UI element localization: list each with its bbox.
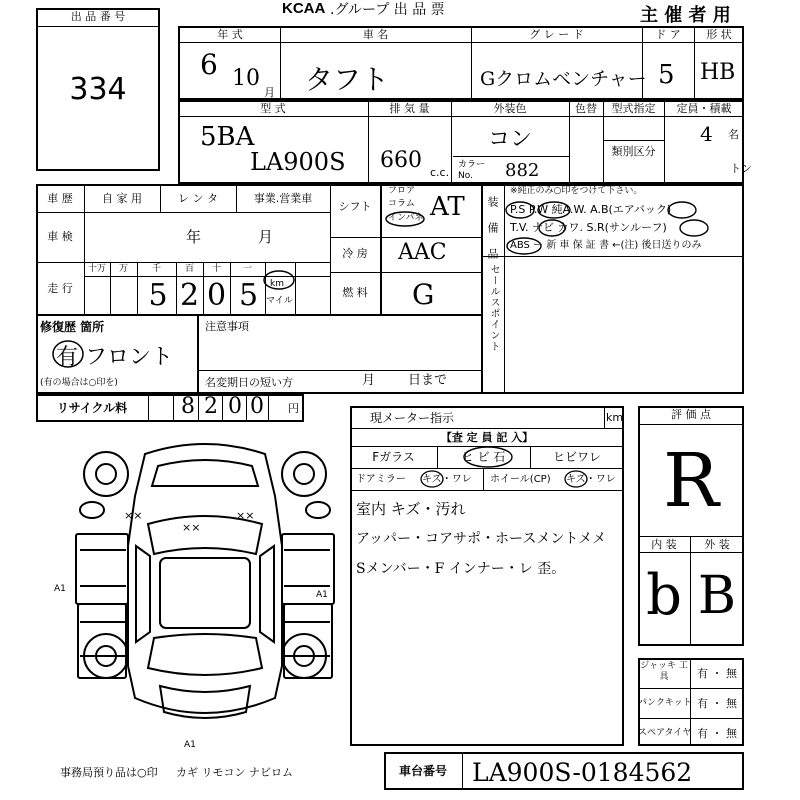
glass-circle-mark (462, 444, 516, 470)
shift-option-panel: インパネ (388, 213, 424, 223)
puncture-label: パンクキット (638, 698, 692, 708)
equipment-line-2: T.V. ナビ カワ. S.R(サンルーフ) (510, 221, 667, 234)
shift-option-column: コラム (388, 199, 415, 209)
spare-label: スペアタイヤ (638, 728, 692, 738)
mileage-label: 走 行 (47, 282, 73, 295)
divider (197, 370, 481, 371)
body-value: HB (700, 60, 736, 85)
mileage-digit: 2 (179, 278, 200, 313)
digit-unit-100k: 十万 (87, 264, 106, 274)
inspector-label: 【査 定 員 記 入】 (440, 431, 534, 444)
km-label: km (270, 279, 284, 289)
model-prefix-value: 5BA (200, 122, 255, 152)
displacement-value: 660 (380, 148, 422, 173)
digit-unit-10: 十 (211, 264, 221, 274)
equipment-note: ※純正のみ○印をつけて下さい。 (510, 186, 643, 196)
recycle-label: リサイクル料 (56, 401, 128, 415)
repair-note: (有の場合は○印を) (40, 378, 118, 388)
model-code-value: LA900S (250, 148, 346, 176)
fuel-label: 燃 料 (342, 286, 368, 299)
divider (453, 156, 569, 157)
grade-label: グ レ ー ド (529, 28, 584, 41)
shaken-year-unit: 年 (186, 228, 202, 246)
mile-label: マイル (266, 296, 293, 306)
jack-value: 有 ・ 無 (697, 667, 737, 680)
exterior-color-label: 外装色 (493, 102, 527, 115)
repair-value: 有 フロント (56, 345, 173, 370)
divider (638, 552, 744, 553)
divider (222, 394, 223, 422)
model-designation-label: 型式指定 (611, 102, 656, 115)
mileage-digit: 5 (148, 278, 168, 313)
divider (36, 314, 481, 316)
inspector-note-1: 室内 キズ・汚れ (356, 500, 466, 518)
divider (173, 394, 174, 422)
exterior-label: 外 装 (704, 538, 730, 551)
inspector-note-3: Sメンバー・F インナー・レ 歪。 (356, 561, 566, 577)
grade-value: Gクロムベンチャー (480, 68, 647, 90)
divider (638, 536, 744, 537)
divider (481, 184, 483, 394)
displacement-label: 排 気 量 (389, 102, 430, 115)
fuel-value: G (412, 278, 435, 311)
divider (36, 26, 160, 27)
history-label: 車 歴 (47, 192, 73, 205)
doors-value: 5 (658, 60, 675, 90)
history-option-rental: レ ン タ (178, 192, 218, 205)
equipment-line-1: P.S P.W 純A.W. A.B(エアバック) (510, 203, 672, 216)
capacity-label: 定員・積載 (676, 102, 732, 115)
digit-unit-1: 一 (242, 264, 252, 274)
wheel-circle-mark (562, 469, 592, 489)
body-label: 形 状 (706, 28, 732, 41)
recycle-unit: 円 (288, 402, 299, 415)
mirror-circle-mark (418, 469, 448, 489)
glass-label: Fガラス (372, 450, 415, 464)
year-era-value: 6 (200, 48, 218, 81)
year-label: 年 式 (217, 28, 243, 41)
equipment-circle-marks (500, 196, 744, 256)
color-code-label: カラー No. (458, 160, 486, 181)
divider (638, 718, 744, 719)
year-month-value: 10 (232, 66, 260, 91)
equipment-line-3: ABS ー 新 車 保 証 書 ←(注) 後日送りのみ (510, 240, 702, 251)
shaken-label: 車 検 (47, 230, 73, 243)
divider (197, 314, 199, 394)
divider (350, 490, 624, 491)
category-label: 類別区分 (611, 145, 656, 158)
divider (198, 394, 199, 422)
wheel-label: ホイール(CP) (490, 474, 551, 485)
repair-label: 修復歴 箇所 (40, 320, 105, 334)
shift-circle-mark (384, 210, 426, 228)
shaken-month-unit: 月 (258, 228, 274, 246)
divider (604, 406, 605, 428)
divider (178, 116, 744, 117)
name-change-month: 月 (362, 373, 376, 388)
spare-value: 有 ・ 無 (697, 727, 737, 740)
vehicle-name-value: タフト (305, 63, 390, 96)
divider (330, 237, 481, 238)
damage-mark-xx-right: ×× (236, 509, 255, 522)
recycle-digit: 0 (250, 394, 264, 419)
glass-option-crack: ヒビワレ (552, 450, 601, 464)
mirror-label: ドアミラー (356, 474, 406, 485)
divider (36, 212, 330, 213)
recycle-digit: 2 (204, 394, 218, 419)
name-change-label: 名変期日の短い方 (205, 376, 293, 389)
ac-value: AAC (398, 240, 447, 265)
lot-number-label: 出 品 番 号 (70, 10, 126, 23)
divider (268, 394, 269, 422)
wheel-options: キズ・ワレ (566, 474, 616, 485)
color-change-label: 色替 (575, 102, 597, 115)
divider (638, 424, 744, 425)
divider (178, 42, 744, 43)
divider (148, 394, 149, 422)
name-change-day: 日まで (408, 373, 448, 388)
repair-circle-mark (50, 338, 88, 370)
divider (330, 272, 481, 273)
damage-mark-a1-left: A1 (54, 584, 66, 594)
shift-option-floor: フロア (388, 186, 416, 196)
mirror-options: キズ・ワレ (422, 474, 472, 485)
divider (36, 262, 330, 263)
divider (483, 468, 484, 490)
rating-score: R (663, 438, 719, 524)
history-option-private: 自 家 用 (102, 192, 142, 205)
brand-logo: KCAA (282, 0, 326, 17)
exterior-score: B (697, 566, 737, 626)
divider (638, 688, 744, 689)
divider (380, 184, 382, 314)
color-code-value: 882 (505, 160, 540, 181)
month-unit: 月 (264, 86, 275, 99)
km-circle-mark (262, 268, 296, 290)
shift-label: シフト (338, 200, 372, 213)
capacity-value: 4 (700, 122, 713, 146)
meter-unit: km (606, 411, 624, 424)
ac-label: 冷 房 (342, 247, 368, 260)
digit-unit-100: 百 (184, 264, 194, 274)
divider (603, 140, 664, 141)
history-option-commercial: 事業.営業車 (253, 192, 313, 205)
mileage-digit: 0 (206, 278, 227, 313)
model-label: 型 式 (260, 102, 286, 115)
damage-mark-a1-right: A1 (316, 590, 328, 600)
shift-value: AT (430, 192, 465, 222)
name-label: 車 名 (362, 28, 389, 41)
damage-mark-xx-left: ×× (124, 509, 143, 522)
chassis-label: 車台番号 (398, 764, 447, 778)
chassis-number: LA900S-0184562 (472, 758, 693, 787)
car-body-diagram (70, 436, 340, 736)
digit-unit-10k: 万 (118, 264, 128, 274)
form-title: .グループ 出 品 票 (330, 2, 445, 18)
organizer-label: 主 催 者 用 (640, 5, 731, 26)
divider (462, 752, 463, 790)
sale-point-label: セールスポイント (488, 264, 499, 352)
meter-label: 現メーター指示 (370, 411, 455, 425)
divider (350, 428, 624, 429)
rating-label: 評 価 点 (671, 408, 711, 421)
capacity-unit: 名 (728, 128, 739, 141)
caution-label: 注意事項 (205, 320, 249, 333)
office-items: カギ リモコン ナビロム (176, 766, 293, 779)
mileage-digit: 5 (238, 278, 259, 313)
doors-label: ド ア (655, 28, 681, 41)
digit-unit-1k: 千 (151, 264, 161, 274)
damage-mark-xx-roof: ×× (182, 521, 201, 534)
lot-number: 334 (69, 72, 127, 107)
cc-unit: c.c. (430, 166, 450, 179)
puncture-value: 有 ・ 無 (697, 697, 737, 710)
inspector-note-2: アッパー・コアサポ・ホースメントメメ (356, 531, 607, 547)
glass-option-chip: ヒ ビ 石 (461, 450, 506, 464)
office-note: 事務局預り品は○印 (60, 766, 158, 779)
recycle-digit: 8 (181, 394, 195, 419)
interior-score: b (646, 563, 682, 628)
recycle-digit: 0 (228, 394, 242, 419)
interior-label: 内 装 (651, 538, 677, 551)
load-unit: トン (730, 162, 752, 175)
damage-mark-a1-rear: A1 (184, 740, 196, 750)
jack-label: ジャッキ 工 具 (640, 661, 688, 682)
divider (482, 256, 744, 257)
equipment-label: 装 備 品 (486, 196, 499, 260)
exterior-color-value: コン (488, 127, 533, 152)
